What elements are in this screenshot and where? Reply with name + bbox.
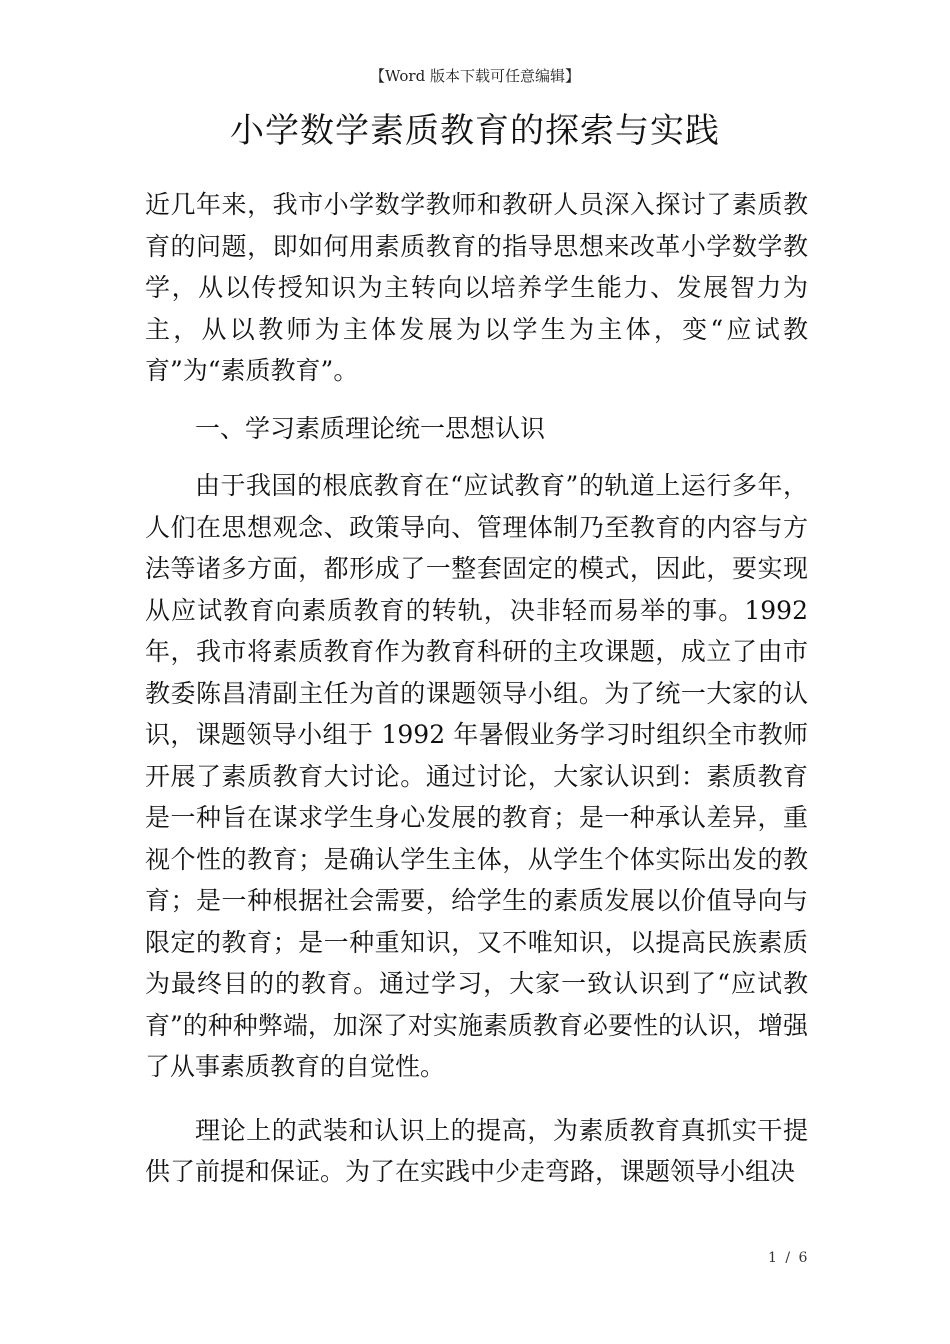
body-paragraph: 理论上的武装和认识上的提高，为素质教育真抓实干提供了前提和保证。为了在实践中少走弯路，课题领导小组决 bbox=[145, 1115, 808, 1186]
section-heading: 一、学习素质理论统一思想认识 bbox=[195, 413, 546, 443]
document-body bbox=[145, 184, 808, 1193]
document-title: 小学数学素质教育的探索与实践 bbox=[230, 111, 720, 151]
page-number: 1 / 6 bbox=[768, 1250, 810, 1266]
header-note: 【Word 版本下载可任意编辑】 bbox=[370, 67, 580, 85]
intro-paragraph: 近几年来，我市小学数学教师和教研人员深入探讨了素质教育的问题，即如何用素质教育的指导思想来改革小学数学教学，从以传授知识为主转向以培养学生能力、发展智力为主，从以教师为主体发展为以学生为主体，变“应试教育”为“素质教育”。 bbox=[145, 190, 808, 385]
body-paragraph: 由于我国的根底教育在“应试教育”的轨道上运行多年，人们在思想观念、政策导向、管理体制乃至教育的内容与方法等诸多方面，都形成了一整套固定的模式，因此，要实现从应试教育向素质教育的转轨，决非轻而易举的事。1992年，我市将素质教育作为教育科研的主攻课题，成立了由市教委陈昌清副主任为首的课题领导小组。为了统一大家的认识，课题领导小组于 1992 年暑假业务学习时组织全市教师开展了素质教育大讨论。通过讨论，大家认识到：素质教育是一种旨在谋求学生身心发展的教育；是一种承认差异，重视个性的教育；是确认学生主体，从学生个体实际出发的教育；是一种根据社会需要，给学生的素质发展以价值导向与限定的教育；是一种重知识，又不唯知识，以提高民族素质为最终目的的教育。通过学习，大家一致认识到了“应试教育”的种种弊端，加深了对实施素质教育必要性的认识，增强了从事素质教育的自觉性。 bbox=[145, 471, 808, 1081]
